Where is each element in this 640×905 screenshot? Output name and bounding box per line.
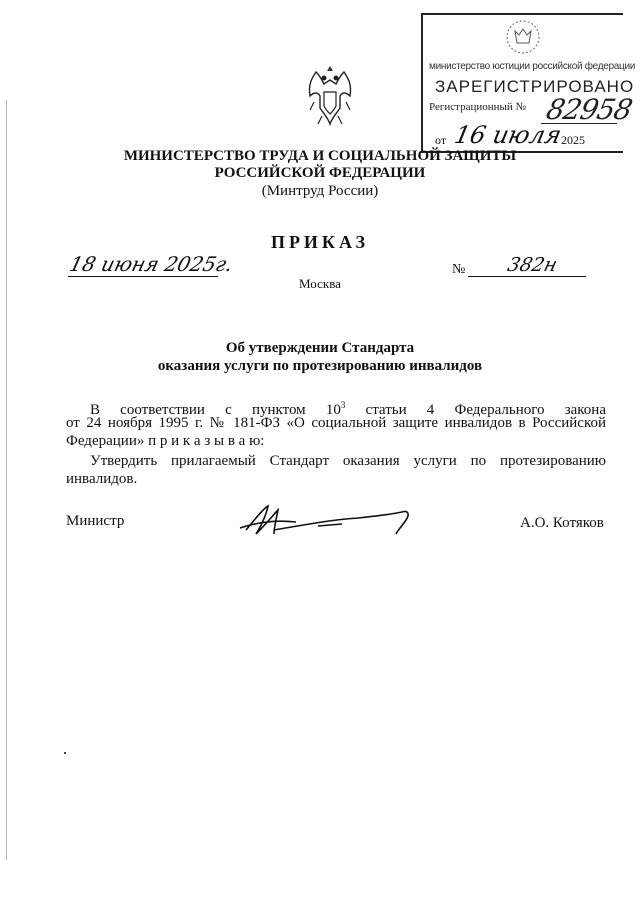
paragraph2-line2: инвалидов. (66, 471, 138, 487)
paragraph2-line1: Утвердить прилагаемый Стандарт оказания услуги по протезированию (90, 453, 606, 469)
stamp-header: министерство юстиции российской федерации (429, 61, 636, 72)
handwritten-signature (238, 500, 418, 540)
stamp-reg-number: 82958 (543, 93, 635, 126)
order-city: Москва (299, 276, 341, 291)
scan-edge (6, 100, 7, 860)
stamp-emblem-icon (505, 19, 541, 55)
paragraph1-line1-pre: В соответствии с пунктом 10 (90, 402, 341, 418)
ministry-short-name: (Минтруд России) (261, 183, 379, 199)
stamp-reg-label: Регистрационный № (429, 101, 527, 113)
signatory-position: Министр (66, 513, 125, 529)
order-date: 18 июня 2025г. (67, 252, 236, 276)
paragraph1-line1-post: статьи 4 Федерального закона (345, 402, 606, 418)
stamp-date: 16 июля (452, 121, 564, 149)
scan-speck (64, 752, 66, 754)
paragraph1-superscript: 3 (340, 400, 346, 410)
paragraph1-line2: от 24 ноября 1995 г. № 181-ФЗ «О социальной защите инвалидов в Российской (66, 415, 606, 431)
registration-stamp (421, 13, 636, 153)
stamp-date-prefix: от (435, 133, 447, 147)
coat-of-arms-icon (302, 62, 358, 130)
stamp-year: 2025 (561, 133, 585, 147)
order-number-label: № (452, 262, 466, 277)
ministry-name-line2: РОССИЙСКОЙ ФЕДЕРАЦИИ (214, 165, 426, 181)
ministry-name-line1: МИНИСТЕРСТВО ТРУДА И СОЦИАЛЬНОЙ ЗАЩИТЫ (123, 148, 517, 164)
subject-line1: Об утверждении Стандарта (225, 340, 415, 356)
order-number: 382н (505, 254, 560, 276)
document-type-title: ПРИКАЗ (270, 232, 370, 252)
paragraph1-line3: Федерации» п р и к а з ы в а ю: (66, 433, 265, 449)
subject-line2: оказания услуги по протезированию инвалидов (157, 358, 483, 374)
signatory-name: А.О. Котяков (520, 515, 604, 531)
stamp-status: ЗАРЕГИСТРИРОВАНО (435, 77, 635, 96)
